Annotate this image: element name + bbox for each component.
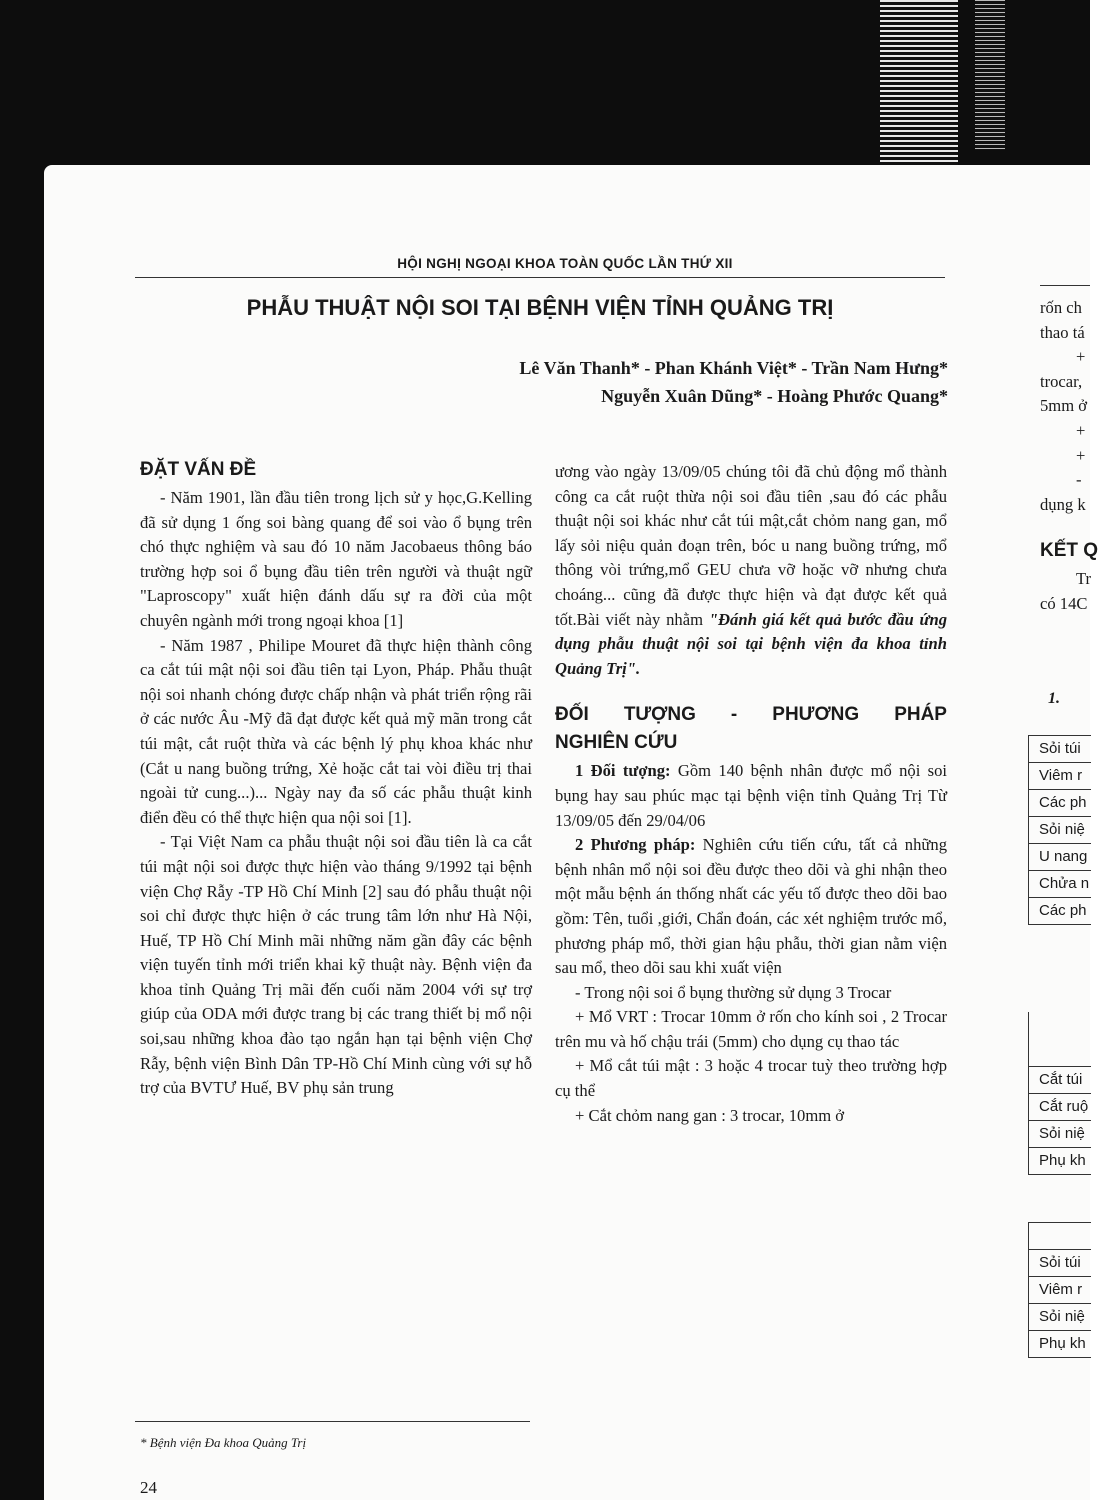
section-heading-results: KẾT Q <box>1040 540 1099 562</box>
table-cell: Sỏi túi <box>1029 736 1091 763</box>
header-rule <box>135 277 945 278</box>
table-cell: Sỏi niệ <box>1029 1121 1091 1148</box>
paragraph: - Năm 1987 , Philipe Mouret đã thực hiện thành công ca cắt túi mật nội soi đầu tiên tại Lyon, Pháp. Phẫu thuật nội soi nhanh chóng được chấp nhận và phát triển rộng rãi ở các nước Âu -Mỹ đã đạt được kết quả mỹ mãn trong cắt túi mật, cắt ruột thừa và các bệnh lý phụ khoa khác như (Cắt u nang buồng trứng, Xẻ hoặc cắt tai vòi điều trị thai ngoài tử cung...)... Ngày nay đa số các phẫu thuật kinh điển đều có thể thực hiện qua nội soi [1]. <box>140 635 532 827</box>
text-fragment: 5mm ở <box>1040 396 1088 416</box>
column-right-cutoff <box>1040 296 1100 617</box>
paragraph: - Trong nội soi ổ bụng thường sử dụng 3 Trocar <box>575 982 892 1002</box>
heading-word: - <box>730 704 738 726</box>
section-heading-methods-line2: NGHIÊN CỨU <box>555 732 678 754</box>
column-left <box>140 458 532 1101</box>
scan-barcode-artifact <box>880 0 958 178</box>
section-heading-methods <box>555 703 947 727</box>
author-list <box>380 354 948 410</box>
text-fragment: + <box>1076 420 1086 440</box>
table-cell: Sỏi niệ <box>1029 817 1091 844</box>
heading-word: PHÁP <box>894 704 947 726</box>
scan-dark-border-left <box>0 165 44 1500</box>
paragraph: - Năm 1901, lần đầu tiên trong lịch sử y học,G.Kelling đã sử dụng 1 ống soi bàng quang để soi vào ổ bụng trên chó thực nghiệm và sau đó 10 năm Jacobaeus thông báo trường hợp soi ổ bụng đầu tiên trên người và thuật ngữ "Laproscopy" xuất hiện đánh dấu sự ra đời của một chuyên ngành mới trong ngoại khoa [1] <box>140 488 532 630</box>
paragraph-label: 2 Phương pháp: <box>575 835 696 855</box>
paragraph-label: 1 Đối tượng: <box>575 761 671 781</box>
running-head: HỘI NGHỊ NGOẠI KHOA TOÀN QUỐC LẦN THỨ XII <box>397 256 733 271</box>
paragraph-text: Nghiên cứu tiến cứu, tất cả những bệnh nhân mổ nội soi đều được theo dõi và ghi nhận theo một mẫu bệnh án thống nhất các yếu tố được theo dõi bao gồm: Tên, tuổi ,giới, Chẩn đoán, các xét nghiệm trước mổ, phương pháp mổ, thời gian hậu phẫu, thời gian nằm viện sau mổ, theo dõi sau khi xuất viện <box>555 835 947 978</box>
article-title: PHẪU THUẬT NỘI SOI TẠI BỆNH VIỆN TỈNH QUẢNG TRỊ <box>246 295 834 320</box>
paragraph: + Mổ VRT : Trocar 10mm ở rốn cho kính soi , 2 Trocar trên mu và hố chậu trái (5mm) cho dụng cụ thao tác <box>555 1007 947 1051</box>
paragraph <box>555 833 947 981</box>
text-fragment: + <box>1076 445 1086 465</box>
paragraph <box>555 759 947 833</box>
paragraph: + Mổ cắt túi mật : 3 hoặc 4 trocar tuỳ theo trường hợp cụ thể <box>555 1056 947 1101</box>
table-cell: Các ph <box>1029 898 1091 925</box>
paragraph-text: Gồm 140 bệnh nhân được mổ nội soi bụng hay sau phúc mạc tại bệnh viện tỉnh Quảng Trị Từ 13/09/05 đến 29/04/06 <box>555 761 947 830</box>
text-fragment: thao tá <box>1040 322 1085 342</box>
paragraph <box>555 460 947 681</box>
table-cell: Các ph <box>1029 790 1091 817</box>
table-cell: Phụ kh <box>1029 1148 1091 1175</box>
text-fragment: dụng k <box>1040 494 1086 514</box>
table-cell: Sỏi túi <box>1029 1250 1091 1277</box>
table-cell: U nang <box>1029 844 1091 871</box>
text-fragment: - <box>1076 470 1082 490</box>
table-cell: Viêm r <box>1029 763 1091 790</box>
heading-word: ĐỐI <box>555 704 589 726</box>
text-fragment: rốn ch <box>1040 298 1082 317</box>
text-fragment: có 14C <box>1040 593 1088 613</box>
table-cell: Cắt túi <box>1029 1067 1091 1094</box>
author-line-1: Lê Văn Thanh* - Phan Khánh Việt* - Trần Nam Hưng* <box>519 358 948 378</box>
author-line-2: Nguyễn Xuân Dũng* - Hoàng Phước Quang* <box>601 386 948 406</box>
scan-stripe-artifact <box>975 0 1005 150</box>
header-rule-next-page <box>1040 285 1090 286</box>
table-header-cell <box>1029 1223 1091 1250</box>
section-heading-introduction: ĐẶT VẤN ĐỀ <box>140 459 257 480</box>
paragraph-emphasis: "Đánh giá kết quả bước đầu ứng dụng phẫu thuật nội soi tại bệnh viện đa khoa tỉnh Quảng Trị". <box>555 609 948 678</box>
paragraph-text: ương vào ngày 13/09/05 chúng tôi đã chủ động mổ thành công ca cắt ruột thừa nội soi đầu tiên ,sau đó các phẫu thuật nội soi khác như cắt túi mật,cắt chỏm nang gan, mổ lấy sỏi niệu quản đoạn trên, bóc u nang buồng trứng, mổ thông vòi trứng,mổ GEU chưa vỡ hoặc vỡ nhưng chưa choáng... cũng đã được thực hiện và đạt được kết quả tốt.Bài viết này nhằm <box>555 462 947 629</box>
table-2-cutoff <box>1028 1012 1091 1175</box>
heading-word: PHƯƠNG <box>772 704 860 726</box>
paragraph: - Tại Việt Nam ca phẫu thuật nội soi đầu tiên là ca cắt túi mật nội soi được thực hiện vào tháng 9/1992 tại bệnh viện Chợ Rẫy -TP Hồ Chí Minh [2] sau đó phẫu thuật nội soi chỉ được thực hiện ở các trung tâm lớn như Hà Nội, Huế, TP Hồ Chí Minh mãi những năm gần đây các bệnh viện tuyến tỉnh mới triển khai kỹ thuật này. Bệnh viện đa khoa tỉnh Quảng Trị mãi đến cuối năm 2004 với sự trợ giúp của ODA mới được trang bị các trang thiết bị mổ nội soi,sau những khoa đào tạo ngắn hạn tại bệnh viện Chợ Rẫy, bệnh viện Bình Dân TP-Hồ Chí Minh cùng với sự hỗ trợ của BVTƯ Huế, BV phụ sản trung <box>140 832 532 1098</box>
text-fragment: Tr <box>1076 569 1092 589</box>
table-cell: Cắt ruộ <box>1029 1094 1091 1121</box>
column-middle <box>555 460 947 1128</box>
footnote-rule <box>135 1421 530 1422</box>
paragraph: + Cắt chỏm nang gan : 3 trocar, 10mm ở <box>575 1105 845 1125</box>
table-header-cell <box>1029 1012 1091 1067</box>
page-number: 24 <box>140 1478 157 1497</box>
table-1-cutoff <box>1028 735 1091 925</box>
table-cell: Chửa n <box>1029 871 1091 898</box>
text-fragment: trocar, <box>1040 371 1083 391</box>
table-3-cutoff <box>1028 1222 1091 1358</box>
table-cell: Viêm r <box>1029 1277 1091 1304</box>
table-cell: Phụ kh <box>1029 1331 1091 1358</box>
footnote: * Bệnh viện Đa khoa Quảng Trị <box>140 1435 307 1450</box>
text-fragment: + <box>1076 347 1086 367</box>
table-cell: Sỏi niệ <box>1029 1304 1091 1331</box>
heading-word: TƯỢNG <box>623 704 696 726</box>
scan-dark-border-top <box>0 0 1090 178</box>
table-1-label: 1. <box>1048 690 1060 707</box>
